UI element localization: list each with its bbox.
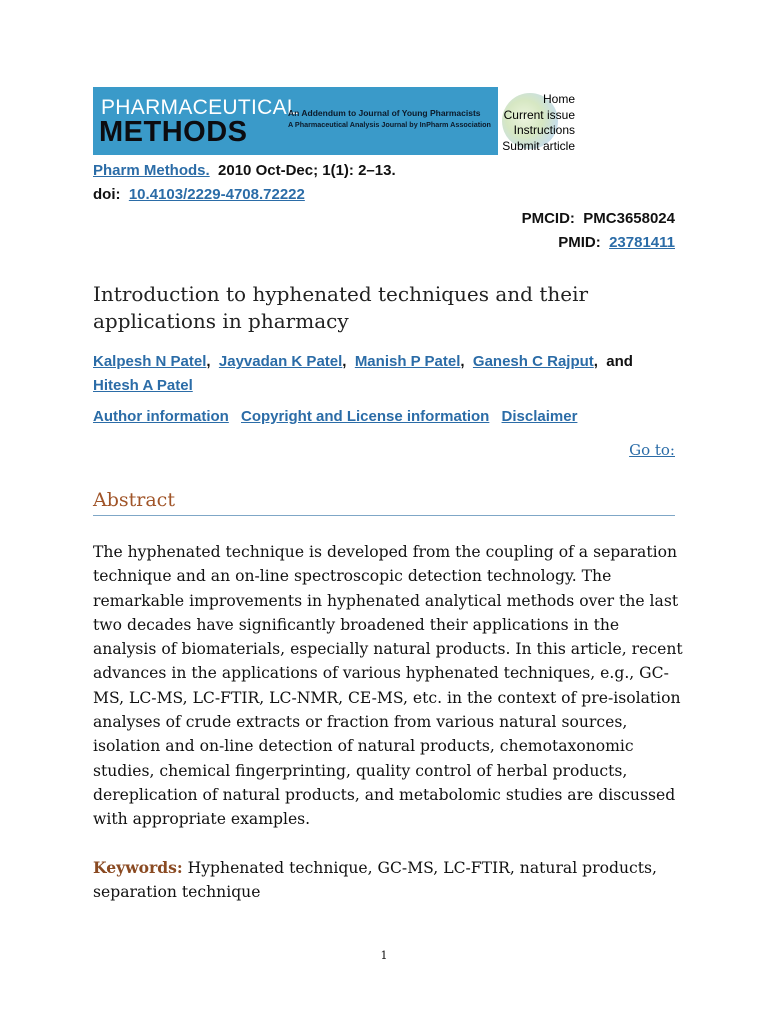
author-list: Kalpesh N Patel, Jayvadan K Patel, Manish P Patel, Ganesh C Rajput, and Hitesh A Patel [93, 353, 633, 394]
banner-tagline-1: An Addendum to Journal of Young Pharmacists [288, 108, 481, 118]
banner-brand-bottom: METHODS [99, 116, 248, 148]
journal-banner-logo [93, 87, 498, 155]
copyright-license-link[interactable]: Copyright and License information [241, 408, 490, 425]
author-link[interactable]: Hitesh A Patel [93, 377, 193, 394]
journal-menu [498, 87, 576, 155]
menu-submit-article-link[interactable]: Submit article [502, 138, 575, 153]
pmcid-label: PMCID: [521, 210, 575, 227]
pmid-label: PMID: [558, 234, 601, 251]
banner-tagline-2: A Pharmaceutical Analysis Journal by InPharm Association [288, 120, 491, 129]
menu-home-link[interactable]: Home [542, 92, 575, 106]
menu-instructions-link[interactable]: Instructions [513, 123, 575, 137]
abstract-text: The hyphenated technique is developed from the coupling of a separation technique and an on-line spectroscopic detection technology. The remarkable improvements in hyphenated analytical methods over the last two decades have significantly broadened their applications in the analysis of biomaterials, especially natural products. In this article, recent advances in the applications of various hyphenated techniques, e.g., GC-MS, LC-MS, LC-FTIR, LC-NMR, CE-MS, etc. in the context of pre-isolation analyses of crude extracts or fraction from various natural sources, isolation and on-line detection of natural products, chemotaxonomic studies, chemical fingerprinting, quality control of herbal products, dereplication of natural products, and metabolomic studies are discussed with appropriate examples. [93, 543, 683, 829]
author-link[interactable]: Jayvadan K Patel [218, 353, 343, 370]
keywords-text: Hyphenated technique, GC-MS, LC-FTIR, natural products, separation technique [93, 859, 657, 902]
article-info-links [93, 408, 585, 425]
doi-label: doi: [93, 186, 121, 203]
pmcid-value: PMC3658024 [583, 210, 675, 227]
keywords-label: Keywords: [93, 858, 183, 877]
disclaimer-link[interactable]: Disclaimer [501, 408, 578, 425]
citation-line [93, 162, 396, 179]
journal-link[interactable]: Pharm Methods. [93, 162, 210, 179]
abstract-heading: Abstract [93, 489, 675, 516]
author-link[interactable]: Ganesh C Rajput [472, 353, 594, 370]
doi-link[interactable]: 10.4103/2229-4708.72222 [128, 186, 305, 203]
page-number: 1 [380, 949, 388, 962]
author-information-link[interactable]: Author information [93, 408, 229, 425]
citation-details: 2010 Oct-Dec; 1(1): 2–13. [218, 162, 396, 179]
doi-line [93, 186, 305, 203]
pmcid-line [522, 210, 675, 227]
menu-current-issue-link[interactable]: Current issue [503, 107, 575, 122]
author-link[interactable]: Kalpesh N Patel [93, 353, 207, 370]
banner-brand-top: PHARMACEUTICAL [101, 96, 299, 119]
article-title: Introduction to hyphenated techniques and their applications in pharmacy [93, 282, 589, 333]
author-conjunction: and [606, 353, 633, 370]
pmid-link[interactable]: 23781411 [609, 234, 675, 251]
goto-link[interactable]: Go to: [629, 441, 675, 459]
author-link[interactable]: Manish P Patel [354, 353, 461, 370]
pmid-line [558, 234, 675, 251]
keywords-paragraph [93, 856, 683, 905]
